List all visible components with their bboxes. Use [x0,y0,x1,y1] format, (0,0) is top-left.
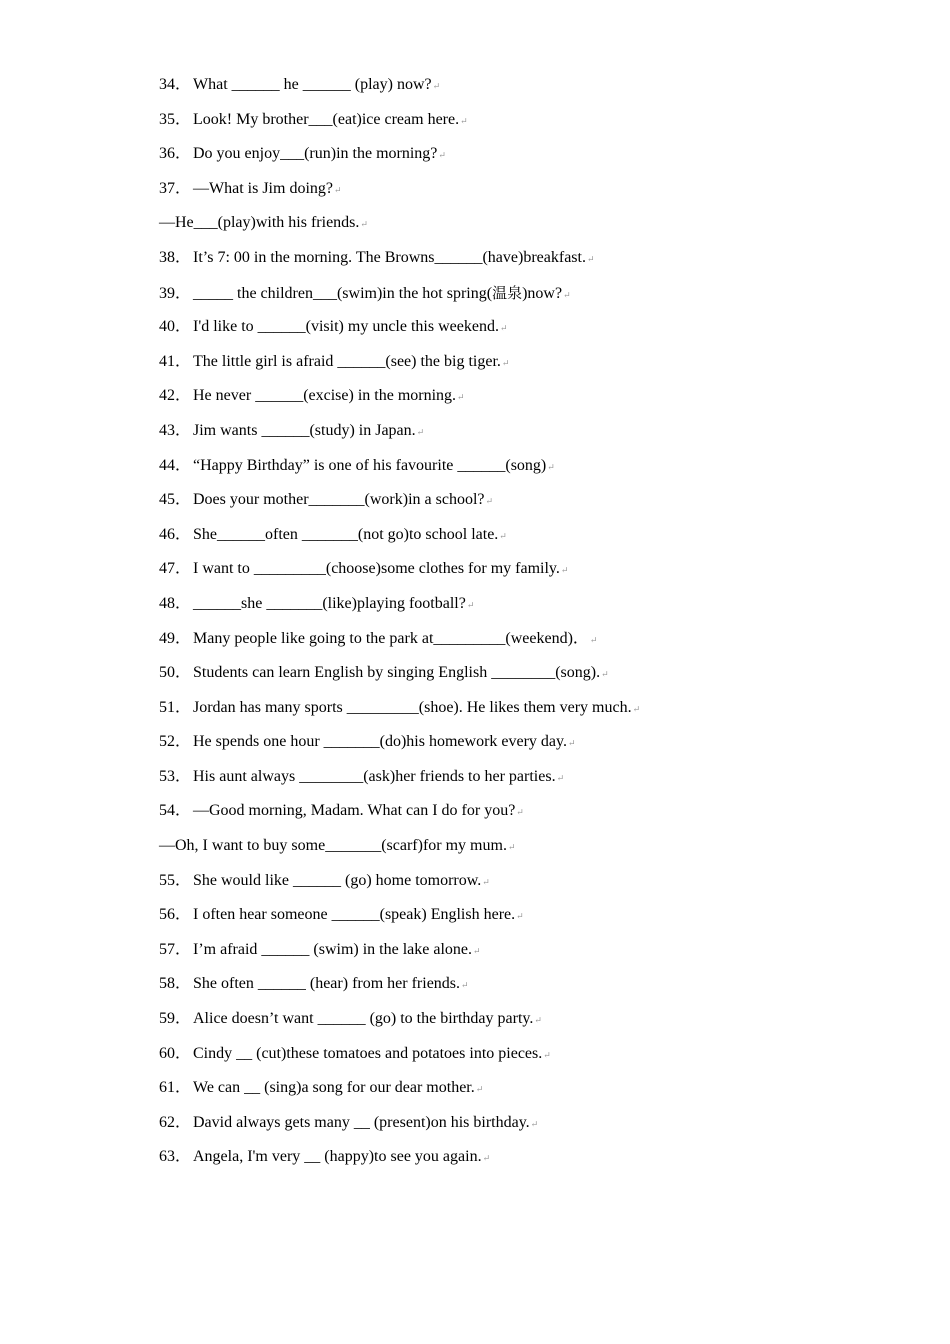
paragraph-mark-icon: ↵ [438,150,446,161]
paragraph-mark-icon: ↵ [416,426,425,437]
exercise-item [159,696,859,731]
exercise-number: 53． [159,767,192,785]
exercise-item [159,661,859,696]
exercise-text: Jim wants ______(study) in Japan. [193,421,416,439]
exercise-text: He spends one hour _______(do)his homework every day. [193,733,567,751]
exercise-text: David always gets many __ (present)on his birthday. [193,1113,530,1131]
paragraph-mark-icon: ↵ [333,184,342,195]
paragraph-mark-icon: ↵ [563,289,571,300]
exercise-item [159,869,859,904]
exercise-text: What ______ he ______ (play) now? [193,76,432,93]
paragraph-mark-icon: ↵ [534,1015,542,1026]
exercise-continuation [159,834,859,869]
exercise-item [159,108,859,143]
exercise-text: Students can learn English by singing English ________(song). [193,664,601,682]
exercise-text: Do you enjoy___(run)in the morning? [193,145,438,163]
exercise-number: 36． [159,145,192,163]
exercise-item [159,1145,859,1180]
exercise-text: —Good morning, Madam. What can I do for you? [193,802,516,820]
paragraph-mark-icon: ↵ [560,565,569,576]
exercise-number: 56． [159,906,192,924]
exercise-text: He never ______(excise) in the morning. [193,387,457,405]
paragraph-mark-icon: ↵ [499,530,507,541]
exercise-number: 43． [159,421,192,439]
paragraph-mark-icon: ↵ [530,1118,539,1129]
exercise-number: 42． [159,387,192,405]
exercise-text: Jordan has many sports _________(shoe). He likes them very much. [193,698,632,716]
exercise-number: 40． [159,318,192,336]
exercise-text: I want to _________(choose)some clothes for my family. [193,560,560,578]
paragraph-mark-icon: ↵ [473,945,481,956]
exercise-number: 39． [159,284,192,302]
paragraph-mark-icon: ↵ [556,772,565,783]
exercise-text: Many people like going to the park at_________(weekend)． [193,629,589,647]
exercise-text: It’s 7: 00 in the morning. The Browns______(have)breakfast. [193,248,586,266]
exercise-text: ______she _______(like)playing football? [193,594,466,612]
exercise-text: Angela, I'm very __ (happy)to see you again. [193,1148,482,1166]
exercise-number: 41． [159,352,192,370]
paragraph-mark-icon: ↵ [499,323,508,334]
exercise-item [159,315,859,350]
paragraph-mark-icon: ↵ [485,496,494,507]
exercise-item [159,454,859,489]
paragraph-mark-icon: ↵ [543,1049,551,1060]
paragraph-mark-icon: ↵ [516,807,524,818]
exercise-text: —Oh, I want to buy some_______(scarf)for my mum. [159,837,507,855]
paragraph-mark-icon: ↵ [632,703,641,714]
exercise-text: _____ the children___(swim)in the hot spring(温泉)now? [193,283,563,302]
exercise-item [159,1042,859,1077]
exercise-number: 57． [159,940,192,958]
exercise-item [159,1076,859,1111]
exercise-text: She often ______ (hear) from her friends. [193,975,461,993]
exercise-number: 37． [159,179,192,197]
exercise-number: 60． [159,1044,192,1062]
exercise-item [159,73,859,108]
exercise-text: Alice doesn’t want ______ (go) to the birthday party. [193,1010,534,1028]
exercise-text: We can __ (sing)a song for our dear mother. [193,1079,475,1097]
exercise-item [159,557,859,592]
exercise-item [159,592,859,627]
exercise-item [159,799,859,834]
exercise-number: 62． [159,1113,192,1131]
exercise-number: 34． [159,76,192,93]
exercise-number: 44． [159,456,192,474]
exercise-number: 38． [159,248,192,266]
exercise-number: 45． [159,491,192,509]
paragraph-mark-icon: ↵ [466,599,475,610]
paragraph-mark-icon: ↵ [461,980,469,991]
exercise-text: I often hear someone ______(speak) English here. [193,906,516,924]
paragraph-mark-icon: ↵ [482,876,490,887]
exercise-text: “Happy Birthday” is one of his favourite ______(song) [193,456,547,474]
exercise-number: 48． [159,594,192,612]
paragraph-mark-icon: ↵ [516,911,524,922]
exercise-item [159,938,859,973]
exercise-text: She would like ______ (go) home tomorrow. [193,871,482,889]
exercise-text: She______often _______(not go)to school late. [193,525,499,543]
exercise-item [159,523,859,558]
paragraph-mark-icon: ↵ [501,357,510,368]
exercise-item [159,281,859,316]
exercise-text: I'd like to ______(visit) my uncle this weekend. [193,318,499,336]
paragraph-mark-icon: ↵ [586,253,595,264]
exercise-text: His aunt always ________(ask)her friends to her parties. [193,767,556,785]
exercise-number: 50． [159,664,192,682]
paragraph-mark-icon: ↵ [547,461,555,472]
exercise-item [159,730,859,765]
exercise-list [159,73,859,1180]
exercise-item [159,350,859,385]
exercise-item [159,1007,859,1042]
exercise-item [159,488,859,523]
exercise-number: 54． [159,802,192,820]
exercise-number: 52． [159,733,192,751]
exercise-text: —What is Jim doing? [193,179,333,197]
exercise-text: —He___(play)with his friends. [159,214,360,232]
exercise-number: 35． [159,110,192,128]
exercise-item [159,627,859,662]
paragraph-mark-icon: ↵ [568,738,576,749]
paragraph-mark-icon: ↵ [432,81,441,91]
exercise-number: 55． [159,871,192,889]
exercise-continuation [159,211,859,246]
exercise-item [159,972,859,1007]
exercise-number: 63． [159,1148,192,1166]
paragraph-mark-icon: ↵ [460,115,468,126]
paragraph-mark-icon: ↵ [360,219,368,230]
paragraph-mark-icon: ↵ [589,634,598,645]
paragraph-mark-icon: ↵ [475,1084,484,1095]
exercise-item [159,384,859,419]
exercise-number: 61． [159,1079,192,1097]
exercise-item [159,419,859,454]
exercise-text: Cindy __ (cut)these tomatoes and potatoes into pieces. [193,1044,543,1062]
paragraph-mark-icon: ↵ [457,392,465,403]
exercise-item [159,903,859,938]
exercise-number: 58． [159,975,192,993]
exercise-number: 47． [159,560,192,578]
exercise-number: 49． [159,629,192,647]
exercise-item [159,765,859,800]
exercise-text: Look! My brother___(eat)ice cream here. [193,110,460,128]
paragraph-mark-icon: ↵ [507,842,516,853]
exercise-item [159,177,859,212]
exercise-number: 59． [159,1010,192,1028]
paragraph-mark-icon: ↵ [601,669,609,680]
exercise-item [159,1111,859,1146]
exercise-text: Does your mother_______(work)in a school? [193,491,485,509]
exercise-text: The little girl is afraid ______(see) the big tiger. [193,352,501,370]
exercise-text: I’m afraid ______ (swim) in the lake alone. [193,940,473,958]
exercise-item [159,142,859,177]
exercise-number: 51． [159,698,192,716]
paragraph-mark-icon: ↵ [482,1153,491,1164]
exercise-item [159,246,859,281]
exercise-number: 46． [159,525,192,543]
